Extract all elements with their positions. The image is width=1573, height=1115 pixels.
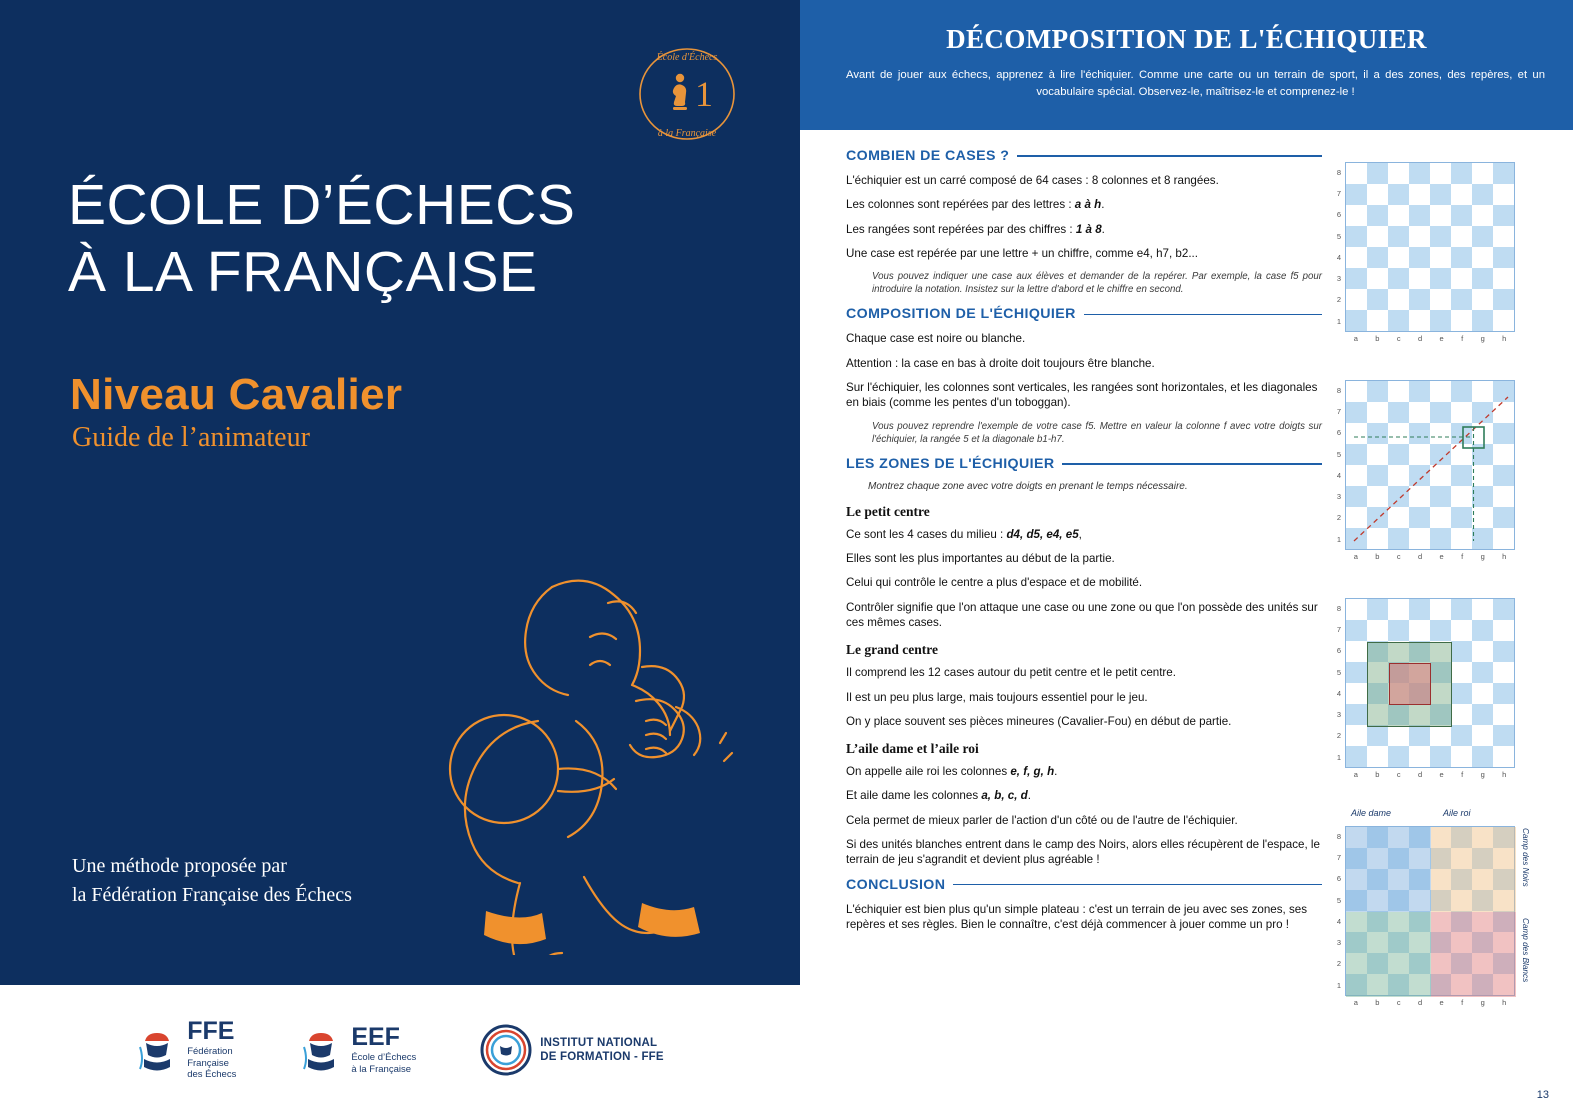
board-square bbox=[1346, 620, 1367, 641]
cases-p1: L'échiquier est un carré composé de 64 cases : 8 colonnes et 8 rangées. bbox=[846, 174, 1219, 187]
board-square bbox=[1346, 725, 1367, 746]
section-title-cases: COMBIEN DE CASES ? bbox=[846, 148, 1010, 164]
eef-mark-icon bbox=[300, 1027, 342, 1073]
page-content bbox=[800, 130, 1573, 1115]
petit-centre-p1-prefix: Ce sont les 4 cases du milieu : bbox=[846, 527, 1007, 541]
rank-label: 4 bbox=[1336, 688, 1342, 698]
board-square bbox=[1346, 599, 1367, 620]
board-square bbox=[1409, 310, 1430, 331]
page-intro: Avant de jouer aux échecs, apprenez à lire l'échiquier. Comme une carte ou un terrain de sport, il a des zones, des repères, et un vocabulaire spécial. Observez-le, maîtrisez-le et comprenez-le ! bbox=[846, 69, 1545, 98]
line-overlays-icon bbox=[1346, 381, 1516, 551]
rank-label: 3 bbox=[1336, 274, 1342, 284]
subheading-grand-centre: Le grand centre bbox=[846, 642, 938, 658]
file-label: g bbox=[1480, 552, 1485, 562]
petit-centre-p2: Elles sont les plus importantes au début de la partie. bbox=[846, 552, 1115, 566]
petit-centre-p3: Celui qui contrôle le centre a plus d'espace et de mobilité. bbox=[846, 576, 1143, 590]
file-label: g bbox=[1480, 770, 1485, 780]
cover-method-line2: la Fédération Française des Échecs bbox=[72, 884, 352, 906]
rank-label: 8 bbox=[1336, 167, 1342, 177]
board-square bbox=[1472, 662, 1493, 683]
cover-method-line1: Une méthode proposée par bbox=[72, 855, 287, 877]
section-title-zones: LES ZONES DE L'ÉCHIQUIER bbox=[846, 455, 1055, 472]
board-square bbox=[1493, 725, 1514, 746]
board-square bbox=[1346, 268, 1367, 289]
board-square bbox=[1430, 247, 1451, 268]
board-square bbox=[1388, 205, 1409, 226]
petit-centre-p4: Contrôler signifie que l'on attaque une case ou une zone ou que l'on possède des unités sur ces mêmes cases. bbox=[846, 600, 1318, 629]
board-square bbox=[1472, 289, 1493, 310]
chessboard bbox=[1345, 598, 1515, 768]
board-square bbox=[1451, 704, 1472, 725]
page-title: DÉCOMPOSITION DE L'ÉCHIQUIER bbox=[946, 24, 1427, 54]
label-camp-blancs: Camp des Blancs bbox=[1521, 918, 1530, 983]
board-square bbox=[1451, 310, 1472, 331]
board-square bbox=[1367, 226, 1388, 247]
rank-label: 7 bbox=[1336, 407, 1342, 417]
board-square bbox=[1493, 226, 1514, 247]
rank-labels bbox=[1334, 380, 1344, 550]
board-square bbox=[1493, 247, 1514, 268]
board-square bbox=[1493, 683, 1514, 704]
board-square bbox=[1346, 704, 1367, 725]
rank-label: 6 bbox=[1336, 210, 1342, 220]
board-square bbox=[1430, 268, 1451, 289]
composition-p1: Chaque case est noire ou blanche. bbox=[846, 332, 1026, 346]
board-coordinates bbox=[1336, 162, 1535, 344]
rank-label: 2 bbox=[1336, 731, 1342, 741]
rank-label: 5 bbox=[1336, 449, 1342, 459]
board-square bbox=[1388, 746, 1409, 767]
ailes-p4: Si des unités blanches entrent dans le camp des Noirs, alors elles récupèrent de l'espace, le terrain de jeu s'agrandit et devient plus agréable ! bbox=[846, 838, 1320, 867]
board-square bbox=[1388, 268, 1409, 289]
file-label: c bbox=[1396, 998, 1401, 1008]
rank-label: 1 bbox=[1336, 980, 1342, 990]
board-square bbox=[1388, 247, 1409, 268]
file-label: e bbox=[1439, 334, 1444, 344]
board-square bbox=[1430, 205, 1451, 226]
cover-title-line2: À LA FRANÇAISE bbox=[68, 240, 538, 305]
board-square bbox=[1472, 184, 1493, 205]
board-square bbox=[1346, 683, 1367, 704]
rank-labels bbox=[1334, 598, 1344, 768]
heading-rule bbox=[1017, 155, 1322, 157]
page-number: 13 bbox=[1536, 1089, 1549, 1101]
subheading-ailes: L’aile dame et l’aile roi bbox=[846, 741, 979, 757]
grand-centre-p1: Il comprend les 12 cases autour du petit centre et le petit centre. bbox=[846, 666, 1176, 680]
board-square bbox=[1472, 247, 1493, 268]
board-square bbox=[1346, 226, 1367, 247]
rank-label: 4 bbox=[1336, 470, 1342, 480]
board-square bbox=[1409, 746, 1430, 767]
rank-label: 6 bbox=[1336, 428, 1342, 438]
ffe-mark-icon bbox=[136, 1027, 178, 1073]
cover-method bbox=[72, 852, 352, 910]
board-square bbox=[1430, 184, 1451, 205]
board-square bbox=[1409, 268, 1430, 289]
board-square bbox=[1388, 184, 1409, 205]
cases-p3-suffix: . bbox=[1101, 222, 1105, 236]
file-label: g bbox=[1480, 998, 1485, 1008]
board-square bbox=[1409, 184, 1430, 205]
file-label: e bbox=[1439, 998, 1444, 1008]
board-square bbox=[1346, 746, 1367, 767]
rank-label: 4 bbox=[1336, 916, 1342, 926]
file-label: c bbox=[1396, 334, 1401, 344]
section-heading-zones bbox=[846, 456, 1322, 472]
board-square bbox=[1451, 599, 1472, 620]
file-label: e bbox=[1439, 770, 1444, 780]
rank-label: 6 bbox=[1336, 646, 1342, 656]
board-square bbox=[1451, 746, 1472, 767]
file-label: a bbox=[1353, 998, 1358, 1008]
aile-dame-noirs-overlay bbox=[1346, 827, 1431, 912]
composition-p2: Attention : la case en bas à droite doit toujours être blanche. bbox=[846, 356, 1155, 370]
rank-label: 5 bbox=[1336, 667, 1342, 677]
board-square bbox=[1367, 746, 1388, 767]
board-square bbox=[1388, 310, 1409, 331]
ffe-sub-2: Française bbox=[187, 1057, 229, 1069]
petit-centre-p1-suffix: , bbox=[1078, 527, 1082, 541]
board-square bbox=[1367, 725, 1388, 746]
petit-centre-overlay bbox=[1389, 663, 1432, 706]
board-square bbox=[1388, 289, 1409, 310]
file-label: f bbox=[1461, 552, 1464, 562]
aile-roi-blancs-overlay bbox=[1431, 912, 1516, 997]
svg-text:École d'Échecs: École d'Échecs bbox=[656, 52, 718, 63]
file-label: c bbox=[1396, 770, 1401, 780]
board-lines bbox=[1336, 380, 1535, 562]
board-square bbox=[1472, 163, 1493, 184]
board-square bbox=[1346, 310, 1367, 331]
board-square bbox=[1430, 620, 1451, 641]
file-label: a bbox=[1353, 334, 1358, 344]
cases-p4: Une case est repérée par une lettre + un chiffre, comme e4, h7, b2... bbox=[846, 246, 1198, 260]
rank-label: 2 bbox=[1336, 959, 1342, 969]
board-square bbox=[1430, 725, 1451, 746]
rank-label: 5 bbox=[1336, 895, 1342, 905]
board-square bbox=[1367, 620, 1388, 641]
board-square bbox=[1451, 247, 1472, 268]
eef-logo-sub bbox=[351, 1052, 416, 1076]
board-square bbox=[1451, 226, 1472, 247]
board-square bbox=[1493, 662, 1514, 683]
board-square bbox=[1367, 599, 1388, 620]
board-square bbox=[1388, 163, 1409, 184]
board-square bbox=[1451, 641, 1472, 662]
rank-label: 8 bbox=[1336, 831, 1342, 841]
file-label: c bbox=[1396, 552, 1401, 562]
file-label: d bbox=[1417, 552, 1423, 562]
board-square bbox=[1367, 247, 1388, 268]
board-square bbox=[1451, 620, 1472, 641]
board-square bbox=[1367, 184, 1388, 205]
board-square bbox=[1409, 599, 1430, 620]
subheading-petit-centre: Le petit centre bbox=[846, 503, 930, 519]
cover-subtitle: Guide de l’animateur bbox=[72, 422, 310, 453]
board-square bbox=[1451, 163, 1472, 184]
ailes-p1-prefix: On appelle aile roi les colonnes bbox=[846, 765, 1011, 779]
ailes-p2 bbox=[846, 788, 1322, 803]
rank-label: 1 bbox=[1336, 534, 1342, 544]
eef-logo-main: EEF bbox=[351, 1022, 400, 1051]
file-label: f bbox=[1461, 998, 1464, 1008]
board-square bbox=[1367, 310, 1388, 331]
board-square bbox=[1493, 310, 1514, 331]
board-square bbox=[1493, 641, 1514, 662]
ailes-p1 bbox=[846, 764, 1322, 779]
section-title-composition: COMPOSITION DE L'ÉCHIQUIER bbox=[846, 306, 1076, 323]
board-square bbox=[1409, 620, 1430, 641]
board-square bbox=[1409, 247, 1430, 268]
board-square bbox=[1430, 289, 1451, 310]
cover-level: Niveau Cavalier bbox=[70, 370, 403, 419]
board-square bbox=[1472, 599, 1493, 620]
ffe-logo-sub bbox=[187, 1046, 236, 1082]
aile-dame-blancs-overlay bbox=[1346, 912, 1431, 997]
footer-logos bbox=[0, 985, 800, 1115]
file-labels bbox=[1345, 998, 1515, 1008]
zones-note: Montrez chaque zone avec votre doigts en prenant le temps nécessaire. bbox=[868, 480, 1188, 492]
board-square bbox=[1472, 704, 1493, 725]
board-square bbox=[1472, 746, 1493, 767]
rank-label: 4 bbox=[1336, 252, 1342, 262]
board-square bbox=[1388, 226, 1409, 247]
board-square bbox=[1388, 599, 1409, 620]
board-square bbox=[1409, 163, 1430, 184]
file-label: g bbox=[1480, 334, 1485, 344]
cases-p2-prefix: Les colonnes sont repérées par des lettres : bbox=[846, 198, 1075, 212]
cover-panel bbox=[0, 0, 800, 985]
file-label: b bbox=[1375, 552, 1380, 562]
ffe-logo-main: FFE bbox=[187, 1016, 235, 1045]
board-square bbox=[1451, 683, 1472, 704]
board-square bbox=[1493, 184, 1514, 205]
rank-label: 7 bbox=[1336, 189, 1342, 199]
rank-label: 3 bbox=[1336, 710, 1342, 720]
board-square bbox=[1430, 226, 1451, 247]
section-heading-composition bbox=[846, 306, 1322, 322]
eef-sub-2: à la Française bbox=[351, 1063, 411, 1075]
cover-title bbox=[68, 172, 748, 307]
petit-centre-p1-bold: d4, d5, e4, e5 bbox=[1006, 527, 1079, 541]
board-square bbox=[1409, 289, 1430, 310]
heading-rule bbox=[1084, 314, 1322, 316]
board-square bbox=[1472, 310, 1493, 331]
infn-logo bbox=[480, 1024, 664, 1076]
board-square bbox=[1451, 289, 1472, 310]
board-square bbox=[1451, 725, 1472, 746]
board-square bbox=[1367, 268, 1388, 289]
rank-labels bbox=[1334, 826, 1344, 996]
grand-centre-p3: On y place souvent ses pièces mineures (Cavalier-Fou) en début de partie. bbox=[846, 714, 1232, 728]
content-page bbox=[800, 0, 1573, 1115]
board-square bbox=[1472, 226, 1493, 247]
file-label: a bbox=[1353, 552, 1358, 562]
file-label: h bbox=[1502, 998, 1507, 1008]
rank-label: 2 bbox=[1336, 513, 1342, 523]
rank-label: 7 bbox=[1336, 853, 1342, 863]
petit-centre-p1 bbox=[846, 527, 1322, 542]
rank-label: 8 bbox=[1336, 603, 1342, 613]
board-wings bbox=[1336, 808, 1535, 1008]
board-square bbox=[1472, 641, 1493, 662]
board-square bbox=[1493, 746, 1514, 767]
board-square bbox=[1430, 599, 1451, 620]
ailes-p1-suffix: . bbox=[1054, 765, 1058, 779]
chessboard bbox=[1345, 380, 1515, 550]
board-square bbox=[1430, 163, 1451, 184]
file-label: b bbox=[1375, 998, 1380, 1008]
conclusion-p1: L'échiquier est bien plus qu'un simple plateau : c'est un terrain de jeu avec ses zones, ses repères et ses règles. Bien le connaître, c'est déjà commencer à jouer comme un pro ! bbox=[846, 902, 1307, 931]
board-square bbox=[1493, 268, 1514, 289]
cover-title-line1: ÉCOLE D’ÉCHECS bbox=[68, 173, 576, 237]
board-square bbox=[1388, 725, 1409, 746]
rank-label: 6 bbox=[1336, 874, 1342, 884]
ffe-logo bbox=[136, 1016, 237, 1082]
board-square bbox=[1409, 226, 1430, 247]
rank-label: 8 bbox=[1336, 385, 1342, 395]
board-square bbox=[1451, 205, 1472, 226]
ailes-p1-bold: e, f, g, h bbox=[1010, 765, 1055, 779]
ffe-sub-1: Fédération bbox=[187, 1045, 233, 1057]
board-square bbox=[1346, 205, 1367, 226]
board-square bbox=[1472, 205, 1493, 226]
grand-centre-p2: Il est un peu plus large, mais toujours essentiel pour le jeu. bbox=[846, 690, 1148, 704]
rank-label: 5 bbox=[1336, 231, 1342, 241]
board-square bbox=[1493, 163, 1514, 184]
board-square bbox=[1346, 184, 1367, 205]
board-square bbox=[1451, 662, 1472, 683]
board-square bbox=[1472, 268, 1493, 289]
composition-p3: Sur l'échiquier, les colonnes sont verticales, les rangées sont horizontales, et les diagonales en biais (comme les pentes d'un toboggan). bbox=[846, 380, 1318, 410]
file-label: f bbox=[1461, 334, 1464, 344]
label-aile-roi: Aile roi bbox=[1443, 808, 1471, 818]
infn-text bbox=[540, 1036, 664, 1065]
ailes-p2-prefix: Et aile dame les colonnes bbox=[846, 789, 982, 803]
board-square bbox=[1472, 725, 1493, 746]
board-square bbox=[1493, 205, 1514, 226]
section-heading-cases bbox=[846, 148, 1322, 164]
file-label: b bbox=[1375, 770, 1380, 780]
board-square bbox=[1367, 289, 1388, 310]
board-square bbox=[1493, 620, 1514, 641]
file-label: d bbox=[1417, 334, 1423, 344]
board-square bbox=[1409, 725, 1430, 746]
heading-rule bbox=[1062, 463, 1322, 465]
eef-footer-logo bbox=[300, 1022, 417, 1076]
cases-p2-suffix: . bbox=[1101, 198, 1105, 212]
infn-sub: DE FORMATION - FFE bbox=[540, 1051, 664, 1063]
file-labels bbox=[1345, 552, 1515, 562]
file-labels bbox=[1345, 770, 1515, 780]
cases-p2 bbox=[846, 197, 1322, 212]
board-square bbox=[1472, 620, 1493, 641]
board-square bbox=[1451, 268, 1472, 289]
board-square bbox=[1346, 641, 1367, 662]
rank-label: 3 bbox=[1336, 492, 1342, 502]
file-label: h bbox=[1502, 552, 1507, 562]
file-label: h bbox=[1502, 334, 1507, 344]
board-square bbox=[1472, 683, 1493, 704]
file-label: e bbox=[1439, 552, 1444, 562]
cases-p3-bold: 1 à 8 bbox=[1075, 222, 1102, 236]
board-square bbox=[1430, 746, 1451, 767]
file-label: d bbox=[1417, 998, 1423, 1008]
chessboard bbox=[1345, 162, 1515, 332]
ailes-p3: Cela permet de mieux parler de l'action d'un côté ou de l'autre de l'échiquier. bbox=[846, 813, 1238, 827]
cases-p2-bold: a à h bbox=[1074, 198, 1102, 212]
eef-sub-1: École d’Échecs bbox=[351, 1051, 417, 1063]
board-square bbox=[1367, 205, 1388, 226]
heading-rule bbox=[953, 884, 1322, 886]
board-square bbox=[1367, 163, 1388, 184]
svg-text:à la Française: à la Française bbox=[657, 128, 717, 139]
ailes-p2-bold: a, b, c, d bbox=[981, 789, 1028, 803]
board-square bbox=[1388, 620, 1409, 641]
board-centers bbox=[1336, 598, 1535, 780]
rank-labels bbox=[1334, 162, 1344, 332]
file-label: a bbox=[1353, 770, 1358, 780]
text-column bbox=[846, 148, 1322, 941]
rank-label: 7 bbox=[1336, 625, 1342, 635]
file-label: h bbox=[1502, 770, 1507, 780]
infn-ring-icon bbox=[480, 1024, 532, 1076]
board-square bbox=[1346, 163, 1367, 184]
rank-label: 1 bbox=[1336, 316, 1342, 326]
infn-main: INSTITUT NATIONAL bbox=[540, 1036, 658, 1049]
cases-p3 bbox=[846, 222, 1322, 237]
boards-column bbox=[1336, 148, 1535, 1008]
board-square bbox=[1493, 704, 1514, 725]
ffe-sub-3: des Échecs bbox=[187, 1069, 237, 1081]
board-square bbox=[1346, 289, 1367, 310]
board-square bbox=[1493, 599, 1514, 620]
file-label: b bbox=[1375, 334, 1380, 344]
rank-label: 3 bbox=[1336, 938, 1342, 948]
board-square bbox=[1493, 289, 1514, 310]
composition-note: Vous pouvez reprendre l'exemple de votre case f5. Mettre en valeur la colonne f avec votre doigts sur l'échiquier, la rangée 5 et la diagonale b1-h7. bbox=[872, 420, 1322, 445]
chessboard bbox=[1345, 826, 1515, 996]
cases-note: Vous pouvez indiquer une case aux élèves et demander de la repérer. Par exemple, la case f5 pour introduire la notation. Insistez sur la lettre d'abord et le chiffre en second. bbox=[872, 271, 1322, 296]
file-label: f bbox=[1461, 770, 1464, 780]
ailes-p2-suffix: . bbox=[1027, 789, 1031, 803]
knight-illustration bbox=[290, 525, 800, 955]
aile-roi-noirs-overlay bbox=[1431, 827, 1516, 912]
board-square bbox=[1346, 662, 1367, 683]
eef-logo-icon bbox=[632, 44, 742, 144]
svg-text:1: 1 bbox=[695, 74, 713, 114]
label-camp-noirs: Camp des Noirs bbox=[1521, 828, 1530, 887]
rank-label: 1 bbox=[1336, 752, 1342, 762]
section-title-conclusion: CONCLUSION bbox=[846, 876, 946, 893]
file-labels bbox=[1345, 334, 1515, 344]
label-aile-dame: Aile dame bbox=[1351, 808, 1392, 818]
board-square bbox=[1409, 205, 1430, 226]
cases-p3-prefix: Les rangées sont repérées par des chiffres : bbox=[846, 222, 1076, 236]
board-square bbox=[1430, 310, 1451, 331]
board-square bbox=[1346, 247, 1367, 268]
section-heading-conclusion bbox=[846, 877, 1322, 893]
page-header bbox=[800, 0, 1573, 130]
board-square bbox=[1451, 184, 1472, 205]
file-label: d bbox=[1417, 770, 1423, 780]
rank-label: 2 bbox=[1336, 295, 1342, 305]
